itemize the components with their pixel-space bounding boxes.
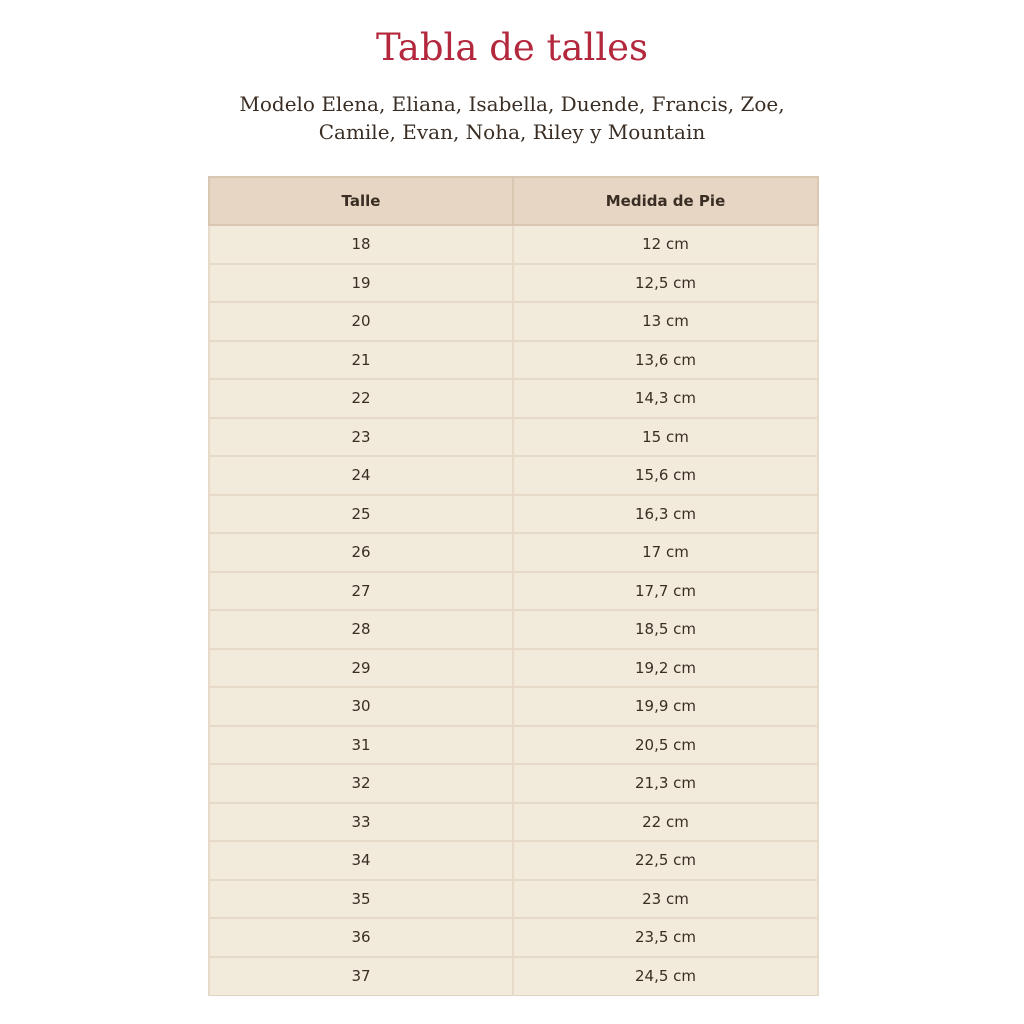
size-table bbox=[208, 176, 819, 996]
table-header-row bbox=[209, 177, 818, 225]
table-row bbox=[209, 687, 818, 726]
table-row bbox=[209, 572, 818, 611]
table-row bbox=[209, 418, 818, 457]
cell-talle: 29 bbox=[209, 649, 513, 688]
cell-medida-de-pie: 23,5 cm bbox=[513, 918, 818, 957]
cell-talle: 30 bbox=[209, 687, 513, 726]
cell-medida-de-pie: 15,6 cm bbox=[513, 456, 818, 495]
table-row bbox=[209, 610, 818, 649]
table-row bbox=[209, 918, 818, 957]
cell-talle: 23 bbox=[209, 418, 513, 457]
page-subtitle bbox=[0, 90, 1024, 146]
cell-medida-de-pie: 21,3 cm bbox=[513, 764, 818, 803]
cell-medida-de-pie: 22 cm bbox=[513, 803, 818, 842]
cell-talle: 22 bbox=[209, 379, 513, 418]
cell-talle: 35 bbox=[209, 880, 513, 919]
cell-talle: 24 bbox=[209, 456, 513, 495]
cell-talle: 32 bbox=[209, 764, 513, 803]
cell-talle: 18 bbox=[209, 225, 513, 264]
cell-talle: 19 bbox=[209, 264, 513, 303]
cell-medida-de-pie: 19,9 cm bbox=[513, 687, 818, 726]
cell-medida-de-pie: 20,5 cm bbox=[513, 726, 818, 765]
cell-talle: 21 bbox=[209, 341, 513, 380]
table-row bbox=[209, 880, 818, 919]
table-row bbox=[209, 957, 818, 996]
cell-talle: 34 bbox=[209, 841, 513, 880]
cell-talle: 28 bbox=[209, 610, 513, 649]
cell-medida-de-pie: 14,3 cm bbox=[513, 379, 818, 418]
cell-talle: 33 bbox=[209, 803, 513, 842]
cell-talle: 25 bbox=[209, 495, 513, 534]
table-row bbox=[209, 379, 818, 418]
cell-talle: 20 bbox=[209, 302, 513, 341]
cell-medida-de-pie: 16,3 cm bbox=[513, 495, 818, 534]
table-body bbox=[209, 225, 818, 995]
header-talle: Talle bbox=[209, 177, 513, 225]
table-row bbox=[209, 764, 818, 803]
table-row bbox=[209, 302, 818, 341]
page-title: Tabla de talles bbox=[375, 26, 649, 69]
header-medida-de-pie: Medida de Pie bbox=[513, 177, 818, 225]
cell-medida-de-pie: 23 cm bbox=[513, 880, 818, 919]
cell-medida-de-pie: 13 cm bbox=[513, 302, 818, 341]
table-row bbox=[209, 495, 818, 534]
cell-medida-de-pie: 12,5 cm bbox=[513, 264, 818, 303]
cell-talle: 37 bbox=[209, 957, 513, 996]
table-row bbox=[209, 341, 818, 380]
subtitle-line-2: Camile, Evan, Noha, Riley y Mountain bbox=[318, 120, 706, 144]
cell-talle: 36 bbox=[209, 918, 513, 957]
cell-medida-de-pie: 17,7 cm bbox=[513, 572, 818, 611]
cell-medida-de-pie: 18,5 cm bbox=[513, 610, 818, 649]
table-row bbox=[209, 225, 818, 264]
cell-medida-de-pie: 12 cm bbox=[513, 225, 818, 264]
cell-medida-de-pie: 15 cm bbox=[513, 418, 818, 457]
cell-talle: 27 bbox=[209, 572, 513, 611]
table-row bbox=[209, 456, 818, 495]
subtitle-line-1: Modelo Elena, Eliana, Isabella, Duende, Francis, Zoe, bbox=[239, 92, 785, 116]
cell-medida-de-pie: 17 cm bbox=[513, 533, 818, 572]
cell-talle: 26 bbox=[209, 533, 513, 572]
cell-medida-de-pie: 19,2 cm bbox=[513, 649, 818, 688]
cell-medida-de-pie: 22,5 cm bbox=[513, 841, 818, 880]
table-row bbox=[209, 649, 818, 688]
cell-medida-de-pie: 13,6 cm bbox=[513, 341, 818, 380]
cell-medida-de-pie: 24,5 cm bbox=[513, 957, 818, 996]
table-row bbox=[209, 533, 818, 572]
cell-talle: 31 bbox=[209, 726, 513, 765]
table-row bbox=[209, 726, 818, 765]
table-row bbox=[209, 841, 818, 880]
table-row bbox=[209, 803, 818, 842]
table-row bbox=[209, 264, 818, 303]
